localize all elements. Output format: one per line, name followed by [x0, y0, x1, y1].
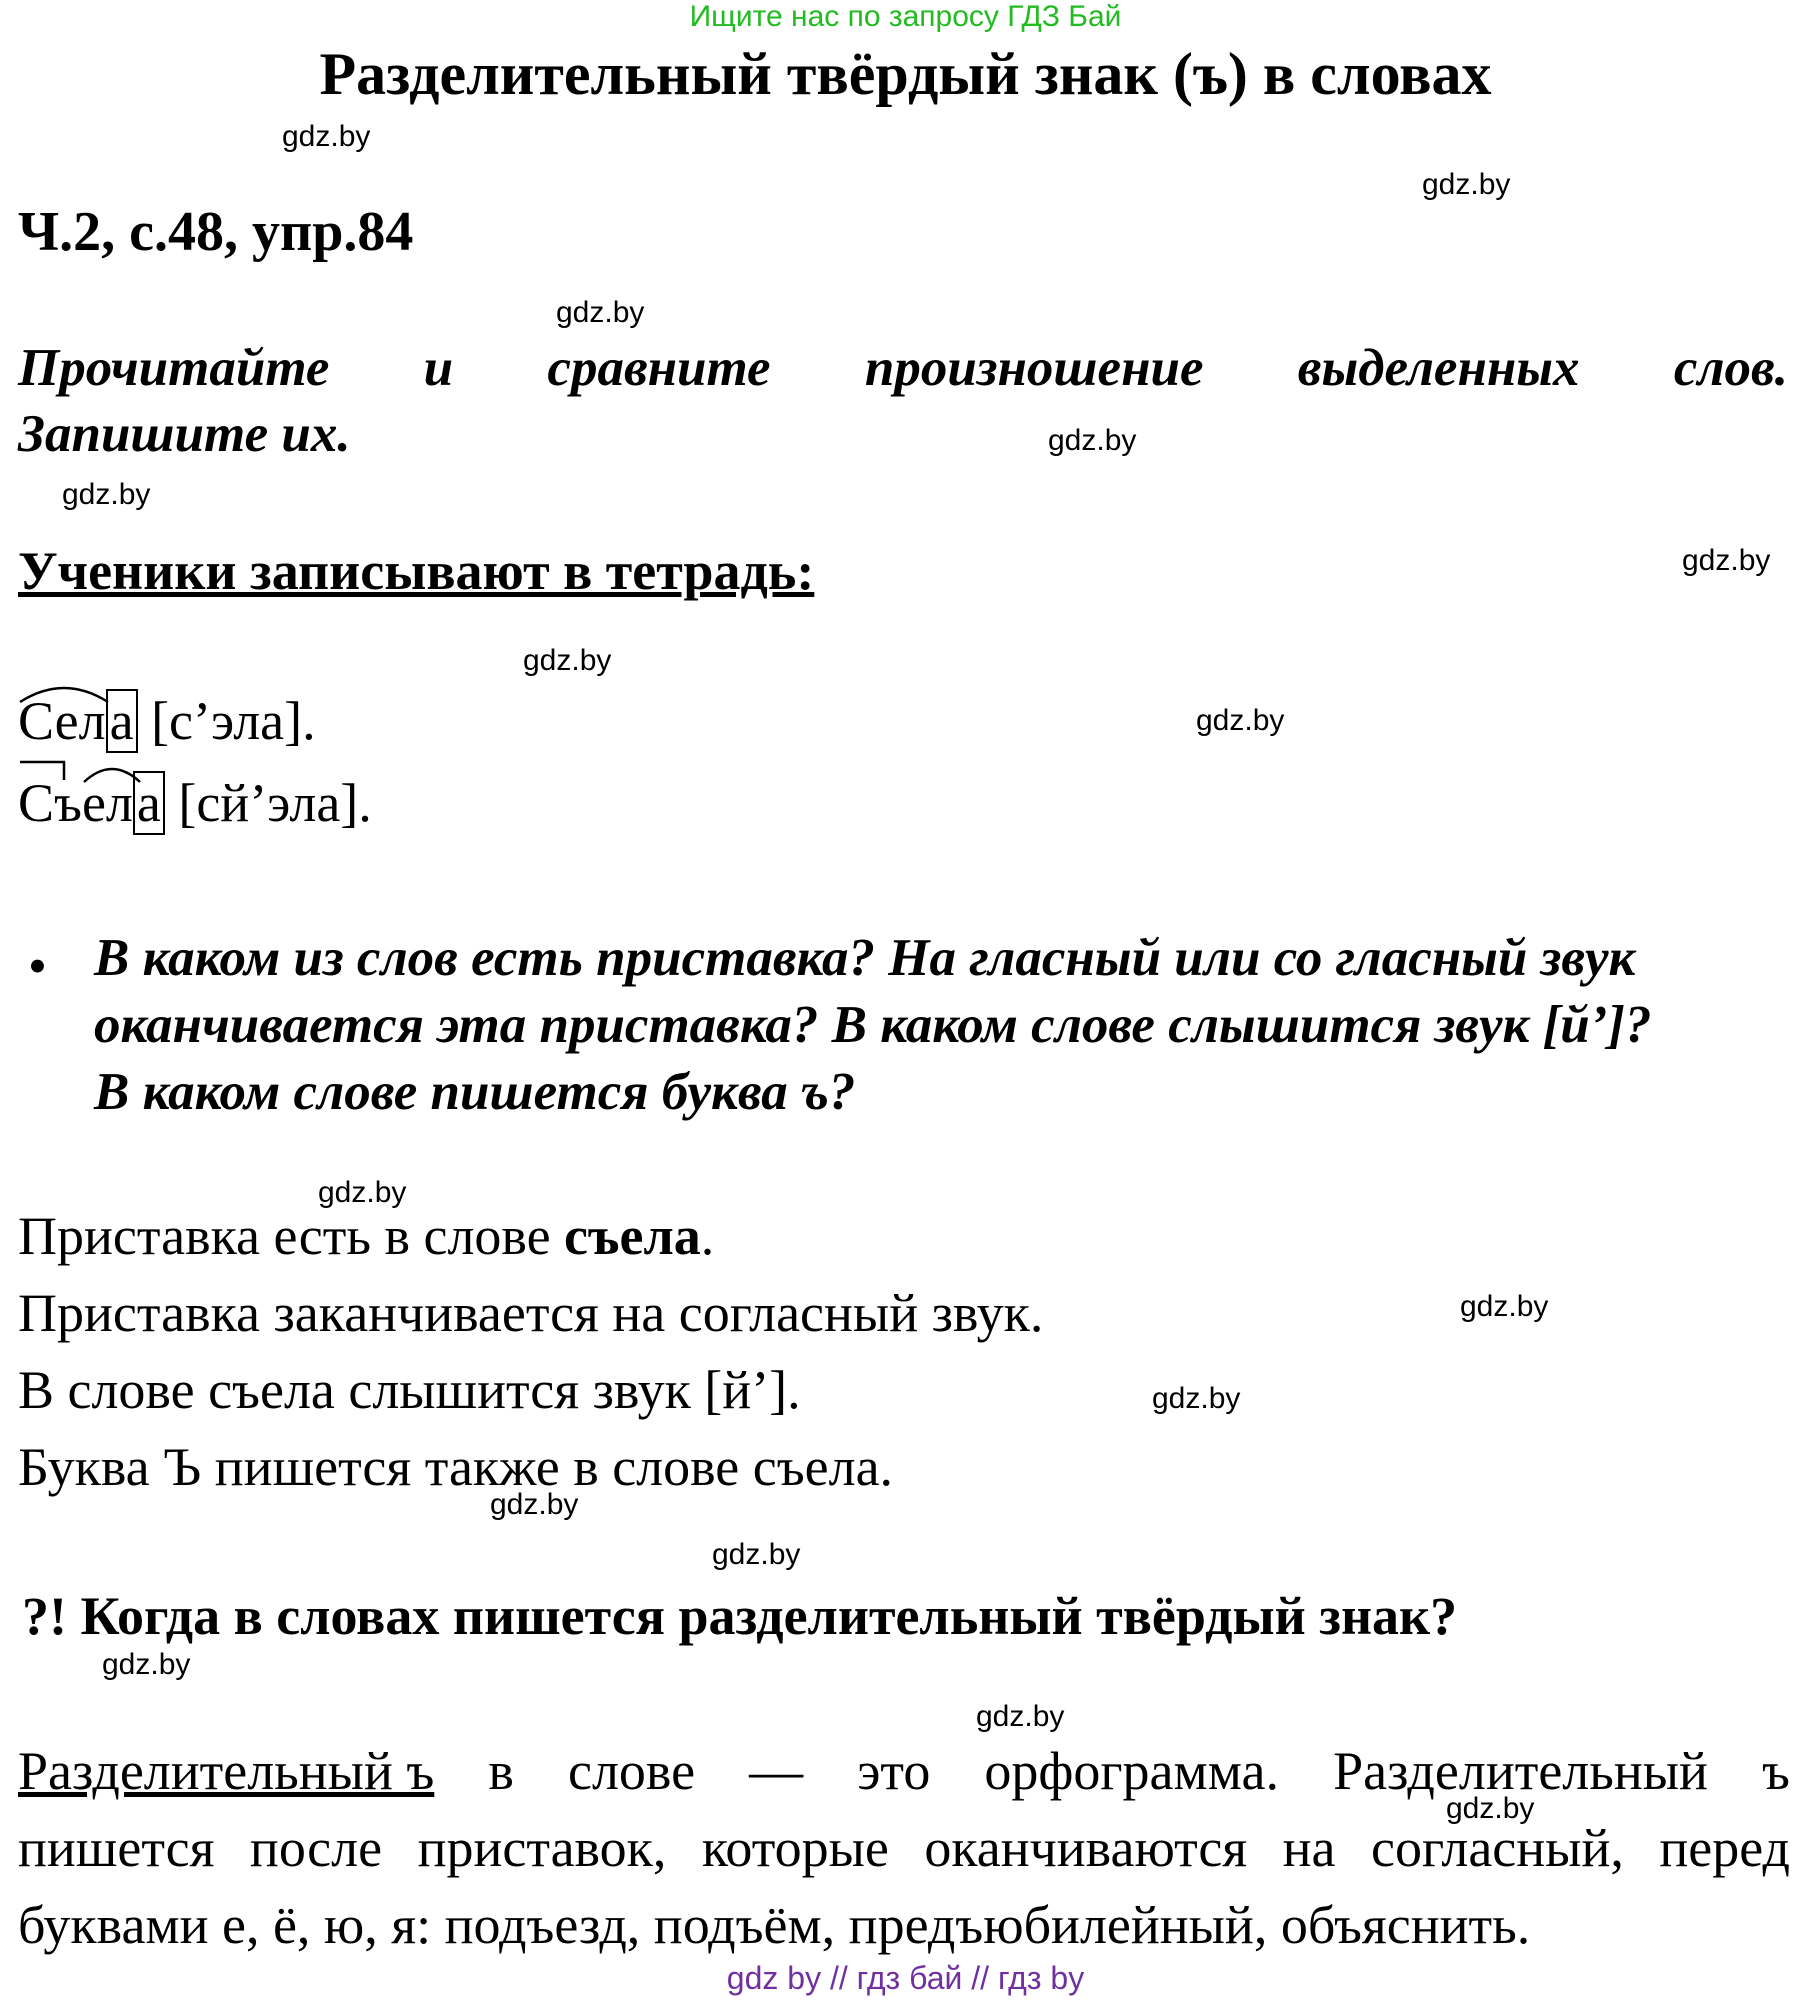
rule-line-3: буквами е, ё, ю, я: подъезд, подъём, предъюбилейный, объяснить. [18, 1895, 1531, 1955]
bullet-icon: • [28, 936, 47, 996]
prefix-part [18, 772, 82, 834]
task-word: сравните [547, 339, 771, 397]
exercise-reference: Ч.2, с.48, упр.84 [18, 201, 414, 263]
rule-word: — [749, 1741, 804, 1801]
task-word: слов. [1673, 339, 1788, 397]
watermark: gdz.by [1460, 1290, 1549, 1323]
notebook-heading: Ученики записывают в тетрадь: [18, 541, 815, 601]
transcription: [сй’эла]. [178, 773, 372, 833]
answer-line-3: В слове съела слышится звук [й’]. [18, 1360, 801, 1420]
task-word: выделенных [1297, 339, 1580, 397]
rule-word: орфограмма. [984, 1741, 1279, 1801]
rule-word: оканчиваются [924, 1818, 1248, 1878]
rule-word: Разделительный [1333, 1741, 1708, 1801]
watermark: gdz.by [523, 644, 612, 677]
word-root-text: ел [81, 773, 133, 833]
task-word: Прочитайте [18, 339, 330, 397]
rule-word: согласный, [1371, 1818, 1624, 1878]
ending-box: а [133, 771, 165, 835]
page-title: Разделительный твёрдый знак (ъ) в словах [319, 41, 1492, 107]
rule-word: это [857, 1741, 931, 1801]
rule-word: приставок, [417, 1818, 667, 1878]
word-sela [18, 690, 316, 752]
watermark: gdz.by [62, 478, 151, 511]
rule-term: Разделительный ъ [18, 1741, 435, 1801]
word-sjela [18, 772, 372, 834]
rule-word: пишется [18, 1818, 215, 1878]
watermark: gdz.by [490, 1488, 579, 1521]
transcription: [с’эла]. [151, 691, 316, 751]
question-heading: ?! Когда в словах пишется разделительный твёрдый знак? [22, 1586, 1458, 1646]
watermark: gdz.by [1196, 704, 1285, 737]
word-stem-text: Сел [18, 691, 106, 751]
answer-text: . [700, 1206, 715, 1266]
watermark: gdz.by [282, 120, 371, 153]
answer-text: Приставка есть в слове [18, 1206, 565, 1266]
watermark: gdz.by [1446, 1792, 1535, 1825]
rule-word: которые [701, 1818, 889, 1878]
task-line-1 [18, 338, 1788, 398]
rule-word: слове [567, 1741, 696, 1801]
answer-line-4: Буква Ъ пишется также в слове съела. [18, 1437, 894, 1497]
task-line-2: Запишите их. [18, 405, 351, 463]
root-stem [18, 690, 106, 752]
watermark: gdz.by [1048, 424, 1137, 457]
root-arc-icon [18, 680, 110, 704]
watermark: gdz.by [1422, 168, 1511, 201]
word-prefix-text: Съ [18, 773, 82, 833]
prefix-bracket-icon [18, 758, 68, 784]
rule-word: в [488, 1741, 514, 1801]
answer-line-1 [18, 1205, 714, 1267]
answer-bold-word: съела [564, 1206, 701, 1266]
watermark: gdz.by [102, 1648, 191, 1681]
question-line: В каком слове пишется буква ъ? [94, 1063, 856, 1121]
root-arc-icon [82, 760, 142, 784]
task-word: и [423, 339, 454, 397]
ending-box: а [106, 689, 138, 753]
watermark: gdz.by [556, 296, 645, 329]
footer-links[interactable]: gdz by // гдз бай // гдз by [726, 1960, 1085, 1996]
watermark: gdz.by [1152, 1382, 1241, 1415]
watermark: gdz.by [712, 1538, 801, 1571]
watermark: gdz.by [1682, 544, 1771, 577]
task-word: произношение [864, 339, 1204, 397]
rule-line-2 [18, 1817, 1790, 1879]
search-hint-link[interactable]: Ищите нас по запросу ГДЗ Бай [689, 0, 1122, 33]
watermark: gdz.by [318, 1176, 407, 1209]
watermark: gdz.by [976, 1700, 1065, 1733]
answer-line-2: Приставка заканчивается на согласный звук. [18, 1283, 1044, 1343]
root-part [82, 772, 133, 834]
rule-word: на [1282, 1818, 1336, 1878]
question-line: В каком из слов есть приставка? На гласный или со гласный звук [94, 929, 1636, 987]
rule-word: ъ [1762, 1741, 1790, 1801]
rule-word: перед [1659, 1818, 1790, 1878]
question-line: оканчивается эта приставка? В каком слове слышится звук [й’]? [94, 996, 1652, 1054]
rule-word: после [249, 1818, 383, 1878]
